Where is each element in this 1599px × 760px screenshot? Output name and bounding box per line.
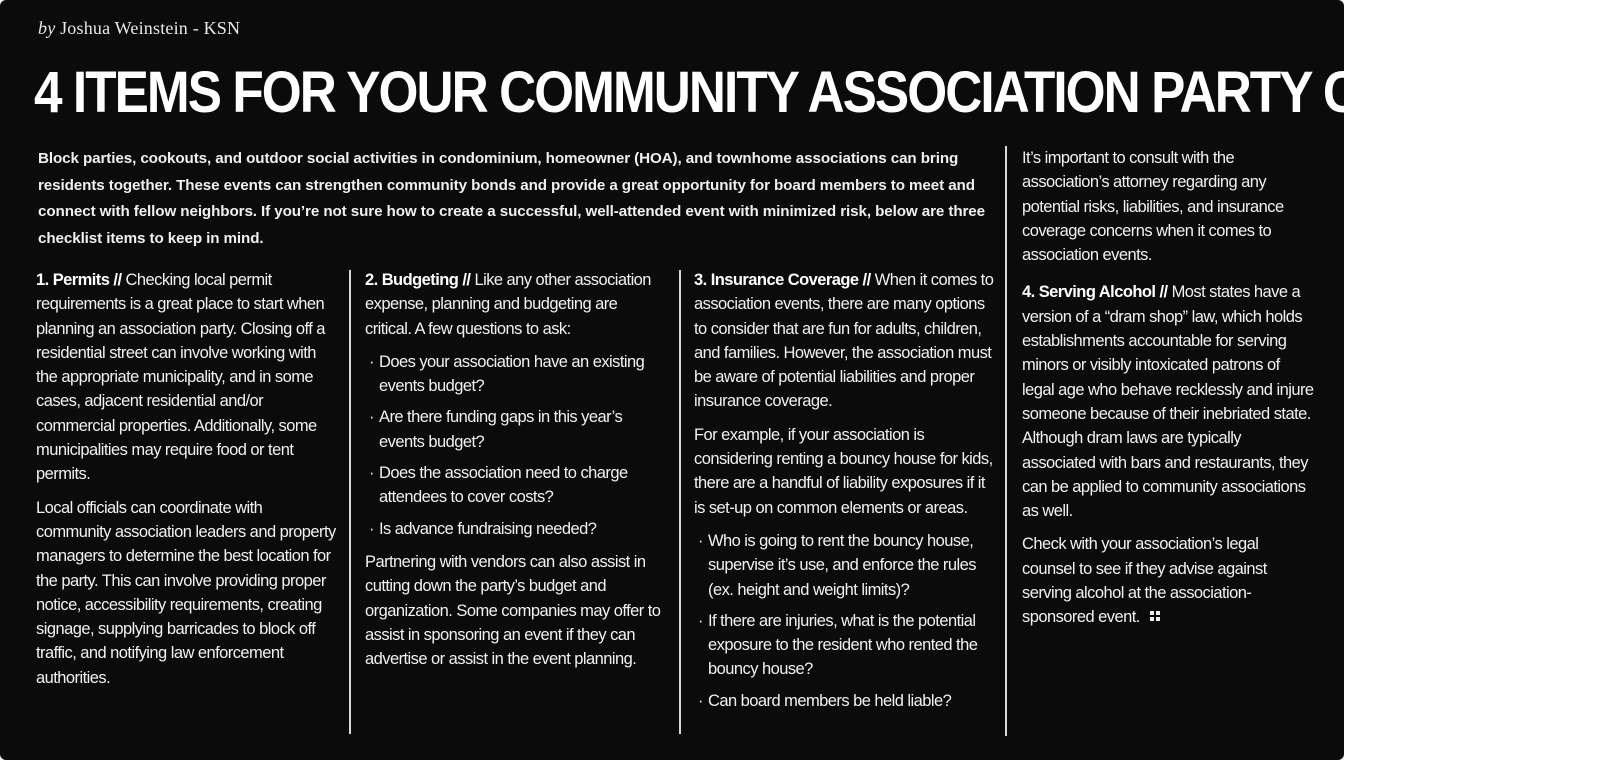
list-item: · Who is going to rent the bouncy house, supervise it’s use, and enforce the rules (ex. height and weight limits)?	[708, 529, 994, 602]
insurance-text-1: When it comes to association events, there are many options to consider that are fun for adults, children, and families. However, the association must be aware of potential liabilities and proper insurance coverage.	[694, 271, 994, 411]
permits-heading: 1. Permits //	[36, 271, 122, 289]
budgeting-text-1: Like any other association expense, planning and budgeting are critical. A few questions to ask:	[365, 271, 651, 338]
alcohol-text-1: Most states have a version of a “dram shop” law, which holds establishments accountable for serving minors or visibly intoxicated patrons of legal age who behave recklessly and injure someone because of their inebriated state. Although dram laws are typically associated with bars and restaurants, they can be applied to community associations as well.	[1022, 283, 1314, 521]
byline-author: Joshua Weinstein - KSN	[55, 18, 241, 38]
alcohol-paragraph-1	[1022, 280, 1314, 523]
budgeting-paragraph-2: Partnering with vendors can also assist in cutting down the party’s budget and organization. Some companies may offer to assist in sponsoring an event if they can advertise or assist in the event planning.	[365, 552, 661, 669]
list-item: · Does your association have an existing events budget?	[379, 350, 665, 399]
list-item: · If there are injuries, what is the potential exposure to the resident who rented the bouncy house?	[708, 609, 994, 682]
attorney-note: It’s important to consult with the association’s attorney regarding any potential risks, liabilities, and insurance coverage concerns when it comes to association events.	[1022, 149, 1284, 265]
article-title: 4 ITEMS FOR YOUR COMMUNITY ASSOCIATION PARTY CHECKLIST	[34, 60, 1599, 125]
permits-paragraph-2: Local officials can coordinate with community association leaders and property managers to determine the best location for the party. This can involve providing proper notice, accessibility requirements, creating signage, supplying barricades to block off traffic, and notifying law enforcement authorities.	[36, 498, 336, 687]
alcohol-text-2: Check with your association’s legal counsel to see if they advise against serving alcohol at the association-sponsored event.	[1022, 535, 1267, 627]
column-divider	[1005, 146, 1007, 736]
alcohol-heading: 4. Serving Alcohol //	[1022, 283, 1168, 302]
list-item: · Can board members be held liable?	[708, 689, 994, 713]
budgeting-question-list	[365, 350, 665, 541]
byline-prefix: by	[38, 18, 56, 38]
insurance-paragraph-1	[694, 268, 994, 414]
permits-section	[36, 268, 338, 699]
byline	[38, 18, 240, 39]
intro-paragraph: Block parties, cookouts, and outdoor social activities in condominium, homeowner (HOA), and townhome associations can bring residents together. These events can strengthen community bonds and provide a great opportunity for board members to meet and connect with fellow neighbors. If you’re not sure how to create a successful, well-attended event with minimized risk, below are three checklist items to keep in mind.	[38, 150, 985, 247]
budgeting-paragraph-1	[365, 268, 665, 341]
alcohol-paragraph-2	[1022, 532, 1314, 629]
end-of-article-square-icon	[1150, 611, 1160, 621]
column-divider	[679, 270, 681, 734]
insurance-paragraph-2: For example, if your association is considering renting a bouncy house for kids, there are a handful of liability exposures if it is set-up on common elements or areas.	[694, 425, 993, 517]
insurance-heading: 3. Insurance Coverage //	[694, 271, 871, 289]
insurance-question-list	[694, 529, 994, 713]
alcohol-section	[1022, 146, 1314, 639]
list-item: · Are there funding gaps in this year’s events budget?	[379, 405, 665, 454]
column-divider	[349, 270, 351, 734]
insurance-section	[694, 268, 994, 722]
budgeting-heading: 2. Budgeting //	[365, 271, 471, 289]
list-item: · Does the association need to charge attendees to cover costs?	[379, 461, 665, 510]
permits-text-1: Checking local permit requirements is a great place to start when planning an association party. Closing off a residential street can involve working with the appropriate municipality, and in some cases, adjacent residential and/or commercial properties. Additionally, some municipalities may require food or tent permits.	[36, 271, 325, 484]
permits-paragraph-1	[36, 268, 338, 487]
list-item: · Is advance fundraising needed?	[379, 517, 665, 541]
budgeting-section	[365, 268, 665, 680]
